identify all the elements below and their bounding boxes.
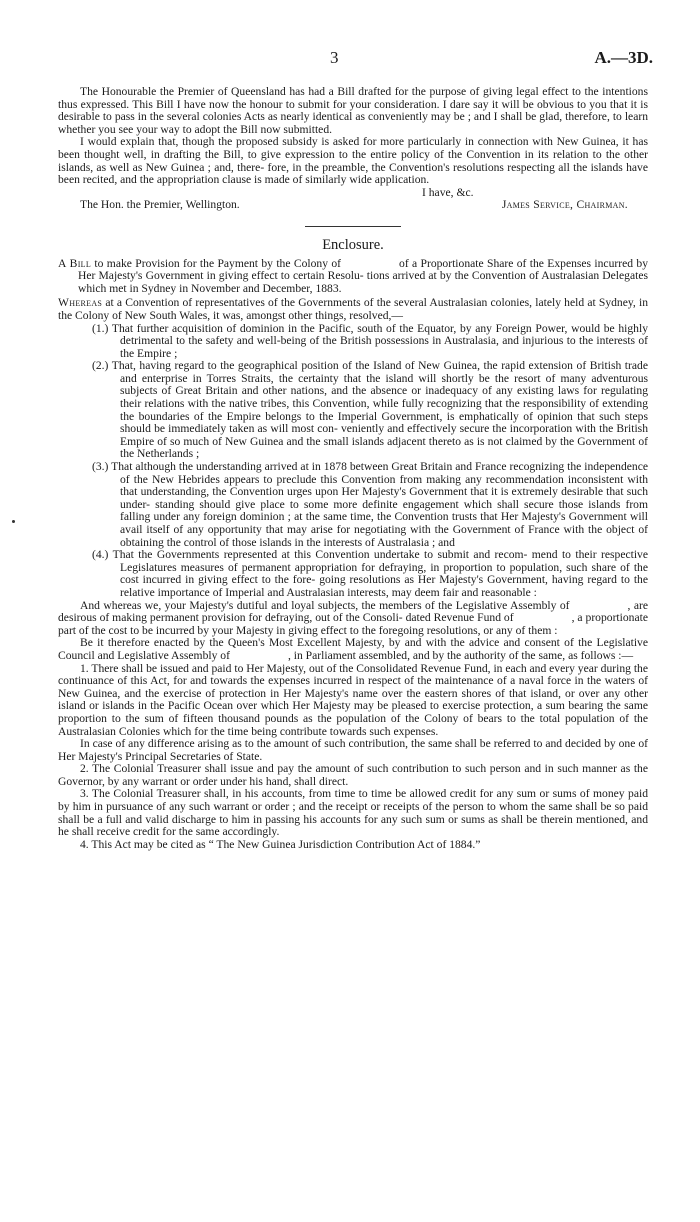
preamble-and-whereas: [58, 600, 648, 638]
whereas-lead: Whereas: [58, 296, 103, 310]
whereas2-part-a: And whereas we, your Majesty's dutiful and loyal subjects, the members of the Legislative Assembly of: [80, 598, 570, 612]
page-number: 3: [330, 48, 339, 67]
letter-paragraph-2: I would explain that, though the proposed subsidy is asked for more particularly in connection with New Guinea, it has been thought well, in drafting the Bill, to give expression to the entire policy of the Convention in its relation to the other islands, as well as New Guinea ; and, there- fore, in the preamble, the Convention's resolutions respecting all the islands have been recited, and the appropriation clause is made of similarly wide application.: [58, 135, 648, 187]
letter-signoff: [58, 199, 648, 212]
resolution-text: That the Governments represented at this Convention undertake to submit and recom- mend to their respective Legislatures measures of permanent appropriation for defraying, in proportion to population, such share of the cost incurred in giving effect to the fore- going resolutions as Her Majesty's Government, having regard to the relative importance of Imperial and Australasian interests, may deem fair and reasonable :: [112, 548, 648, 599]
preamble-whereas: [58, 297, 648, 322]
bill-title: [58, 258, 648, 296]
section-3: 3. The Colonial Treasurer shall, in his accounts, from time to time be allowed credit for any sum or sums of money paid by him in pursuance of any such warrant or order ; and the receipt or receipts of the person to whom the same shall be so paid shall be a full and valid discharge to him in passing his accounts for any such sum or sums as shall be therein mentioned, and he shall receive credit for the same accordingly.: [58, 787, 648, 839]
resolution-item: [58, 360, 648, 461]
resolution-item: [58, 549, 648, 599]
resolution-number: (2.): [92, 359, 109, 373]
resolution-number: (1.): [92, 321, 109, 335]
section-divider: [305, 226, 401, 227]
document-body: [58, 86, 648, 851]
section-1-proviso: In case of any difference arising as to the amount of such contribution, the same shall be referred to and decided by one of Her Majesty's Principal Secretaries of State.: [58, 737, 648, 763]
section-2: 2. The Colonial Treasurer shall issue and pay the amount of such contribution to such person and in such manner as the Governor, by any warrant or order under his hand, shall direct.: [58, 762, 648, 788]
letter-closing: I have, &c.: [422, 185, 474, 199]
whereas2-part-b: , are desirous of making permanent provision for defraying, out of the Consoli- dated Revenue Fund of: [58, 598, 648, 625]
resolution-number: (4.): [92, 548, 109, 562]
enclosure-title: Enclosure.: [322, 236, 384, 253]
letter-addressee: The Hon. the Premier, Wellington.: [80, 198, 240, 212]
resolution-text: That although the understanding arrived at in 1878 between Great Britain and France recognizing the independence of the New Hebrides appears to preclude this Convention from making any recommendation inconsistent with that understanding, the Convention urges upon Her Majesty's Government that it is extremely desirable that such under- standing should give place to some more definite engagement which shall secure those islands from falling under any foreign dominion ; at the same time, the Convention trusts that Her Majesty's Government will avail itself of any opportunity that may arise for negotiating with the Government of France with the object of obtaining the control of those islands in the interests of Australasia ; and: [111, 460, 648, 549]
section-1: 1. There shall be issued and paid to Her Majesty, out of the Consolidated Revenue Fund, in each and every year during the continuance of this Act, for and towards the expenses incurred in respect of the maintenance of a naval force in the waters of New Guinea, and the exercise of protection in Her Majesty's name over the eastern shores of that island, or over any other island or islands in the Pacific Ocean over which Her Majesty may be pleased to exercise protection, a sum bearing the same proportion to the sum of fifteen thousand pounds as the population of the Colony of bears to the total population of the Australasian Colonies which for the time being contribute towards such expenses.: [58, 661, 648, 738]
enacting-clause: [58, 637, 648, 662]
resolution-number: (3.): [92, 460, 109, 474]
bill-lead: A Bill: [58, 256, 92, 270]
bill-title-part1: to make Provision for the Payment by the Colony of: [94, 256, 342, 270]
resolution-text: That, having regard to the geographical position of the Island of New Guinea, the rapid extension of British trade and enterprise in Torres Straits, the certainty that the island will shortly be the resort of many adventurous subjects of Great Britain and other nations, and the absence or inadequacy of any existing laws for regulating their relations with the native tribes, this Convention, while fully recognizing that the responsibility of extending the boundaries of the Empire belongs to the Imperial Government, is emphatically of opinion that such steps should be immediately taken as will most con- veniently and effectively secure the incorporation with the British Empire of so much of New Guinea and the small islands adjacent thereto as is not claimed by the Government of the Netherlands ;: [111, 359, 648, 461]
letter-paragraph-1: The Honourable the Premier of Queensland has had a Bill drafted for the purpose of giving legal effect to the intentions thus expressed. This Bill I have now the honour to submit for your consideration. I dare say it will be obvious to you that it is desirable to pass in the several colonies Acts as nearly identical as conveniently may be ; and I shall be glad, therefore, to learn whether you see your way to adopt the Bill now submitted.: [58, 85, 648, 136]
page-header: [0, 48, 700, 74]
resolution-text: That further acquisition of dominion in the Pacific, south of the Equator, by any Foreign Power, would be highly detrimental to the safety and well-being of the British possessions in Australasia, and injurious to the interests of the Empire ;: [111, 321, 648, 360]
whereas-text: at a Convention of representatives of the Governments of the several Australasian colonies, lately held at Sydney, in the Colony of New South Wales, it was, amongst other things, resolved,—: [58, 296, 648, 322]
enact-part-a: Be it therefore enacted by the Queen's Most Excellent Majesty, by and with the advice and consent of the Legislative Council and Legislative Assembly of: [58, 636, 648, 662]
letter-signatory: James Service, Chairman.: [501, 198, 628, 212]
margin-mark: [12, 520, 15, 523]
enact-part-b: , in Parliament assembled, and by the authority of the same, as follows :—: [287, 648, 634, 662]
whereas2-part-c: , a proportionate part of the cost to be incurred by your Majesty in giving effect to the foregoing resolutions, or any of them :: [58, 611, 648, 637]
section-4: 4. This Act may be cited as “ The New Guinea Jurisdiction Contribution Act of 1884.”: [80, 837, 481, 851]
resolution-item: [58, 461, 648, 549]
resolution-item: [58, 323, 648, 361]
document-reference: A.—3D.: [594, 48, 653, 67]
bill-title-part2: of a Proportionate Share of the Expenses incurred by Her Majesty's Government in giving effect to certain Resolu- tions arrived at by the Convention of Australasian Delegates which met in Sydney in November and December, 1883.: [78, 256, 648, 295]
